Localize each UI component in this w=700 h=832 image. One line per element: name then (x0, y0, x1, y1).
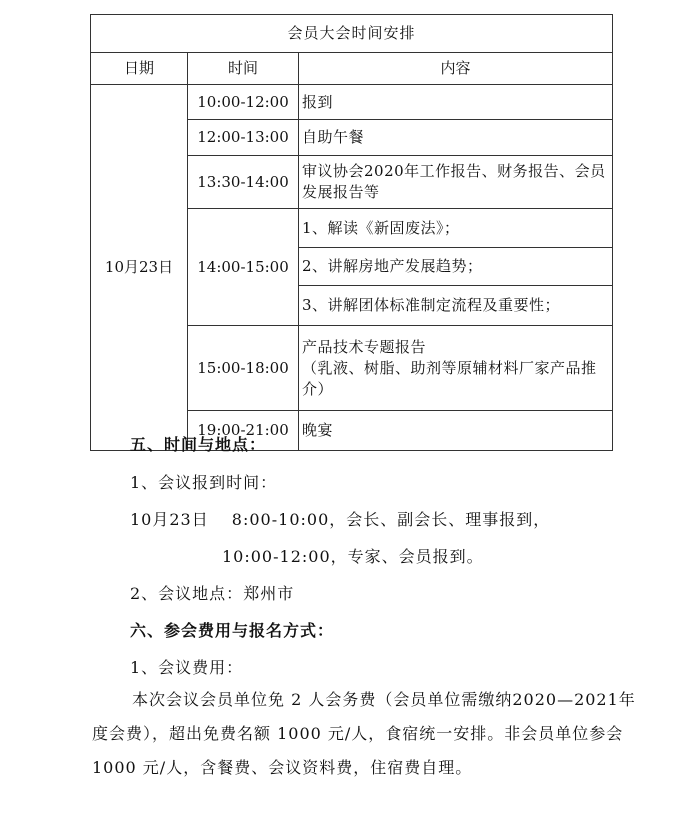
content-cell: 2、讲解房地产发展趋势； (299, 248, 613, 286)
section5-heading: 五、时间与地点： (130, 435, 267, 454)
schedule-table (90, 14, 613, 451)
section5-item2 (130, 581, 294, 604)
content-line: （乳液、树脂、助剂等原辅材料厂家产品推介） (302, 358, 597, 398)
venue-label: 2、会议地点： (130, 584, 244, 603)
time-cell: 14:00-15:00 (188, 209, 299, 326)
time-cell: 10:00-12:00 (188, 85, 299, 120)
table-row (91, 85, 613, 120)
venue-value: 郑州市 (243, 584, 295, 603)
header-time: 时间 (188, 53, 299, 85)
content-cell: 自助午餐 (299, 120, 613, 156)
header-content: 内容 (299, 53, 613, 85)
header-date: 日期 (91, 53, 188, 85)
table-title: 会员大会时间安排 (91, 15, 613, 53)
time-cell: 19:00-21:00 (188, 411, 299, 451)
section6-heading: 六、参会费用与报名方式： (130, 621, 335, 640)
content-cell: 报到 (299, 85, 613, 120)
table-header-row (91, 53, 613, 85)
date-cell: 10月23日 (91, 85, 188, 451)
content-cell: 1、解读《新固废法》； (299, 209, 613, 248)
section5-line-a: 10月23日 8:00-10:00，会长、副会长、理事报到， (130, 510, 551, 529)
table-title-row (91, 15, 613, 53)
time-cell: 13:30-14:00 (188, 156, 299, 209)
content-cell: 3、讲解团体标准制定流程及重要性； (299, 286, 613, 326)
content-cell: 审议协会2020年工作报告、财务报告、会员发展报告等 (299, 156, 613, 209)
content-line: 产品技术专题报告 (302, 337, 427, 356)
section6-item1: 1、会议费用： (130, 658, 244, 677)
fee-paragraph: 本次会议会员单位免 2 人会务费（会员单位需缴纳2020—2021年度会费），超出免费名额 1000 元/人，食宿统一安排。非会员单位参会 1000 元/人，含餐费、会议资料费，住宿费自理。 (92, 690, 636, 777)
content-cell: 晚宴 (299, 411, 613, 451)
section5-item1: 1、会议报到时间： (130, 473, 278, 492)
content-cell (299, 326, 613, 411)
section5-line-b: 10:00-12:00，专家、会员报到。 (222, 547, 484, 566)
time-cell: 12:00-13:00 (188, 120, 299, 156)
time-cell: 15:00-18:00 (188, 326, 299, 411)
